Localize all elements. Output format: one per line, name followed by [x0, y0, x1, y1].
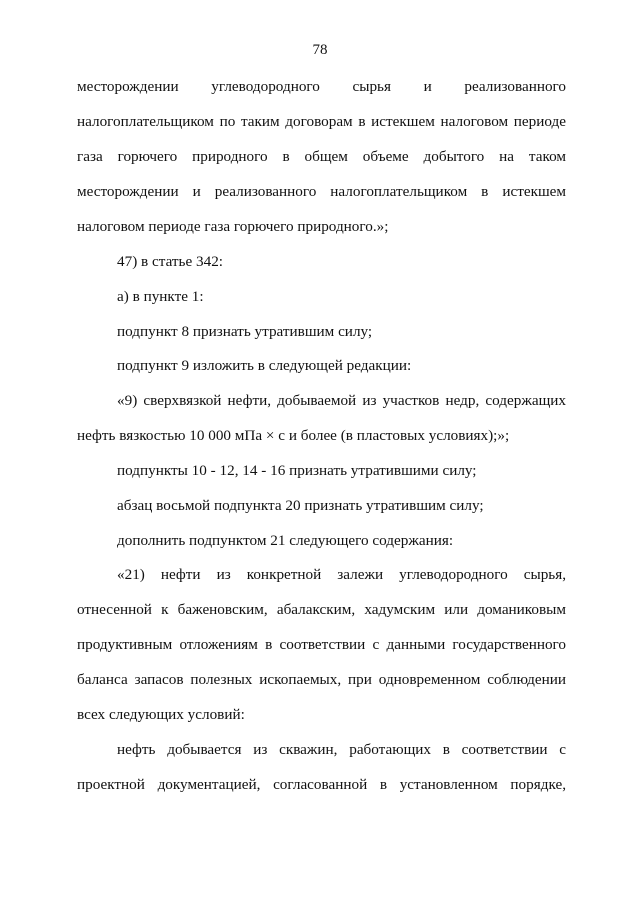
text-line: проектной документацией, согласованной в установленном порядке, [77, 776, 566, 793]
text-line: всех следующих условий: [77, 706, 245, 723]
text-line: налогоплательщиком по таким договорам в истекшем налоговом периоде [77, 113, 566, 130]
text-line: подпункты 10 - 12, 14 - 16 признать утратившими силу; [117, 462, 477, 479]
text-line: налоговом периоде газа горючего природного.»; [77, 218, 389, 235]
text-line: «21) нефти из конкретной залежи углеводородного сырья, [117, 566, 566, 583]
text-line: абзац восьмой подпункта 20 признать утратившим силу; [117, 497, 484, 514]
text-line: подпункт 9 изложить в следующей редакции: [117, 357, 412, 374]
text-line: подпункт 8 признать утратившим силу; [117, 323, 373, 340]
text-line: нефть добывается из скважин, работающих в соответствии с [117, 741, 566, 758]
text-line: а) в пункте 1: [117, 288, 204, 305]
page-number: 78 [312, 42, 328, 58]
text-line: газа горючего природного в общем объеме добытого на таком [77, 148, 566, 165]
text-line: нефть вязкостью 10 000 мПа × с и более (в пластовых условиях);»; [77, 427, 510, 444]
text-line: 47) в статье 342: [117, 253, 224, 270]
text-line: отнесенной к баженовским, абалакским, хадумским или доманиковым [77, 601, 566, 618]
text-line: баланса запасов полезных ископаемых, при одновременном соблюдении [77, 671, 566, 688]
text-line: месторождении и реализованного налогоплательщиком в истекшем [77, 183, 566, 200]
text-line: продуктивным отложениям в соответствии с данными государственного [77, 636, 566, 653]
text-line: дополнить подпунктом 21 следующего содержания: [117, 532, 454, 549]
text-line: «9) сверхвязкой нефти, добываемой из участков недр, содержащих [117, 392, 566, 409]
text-line: месторождении углеводородного сырья и реализованного [77, 78, 566, 95]
